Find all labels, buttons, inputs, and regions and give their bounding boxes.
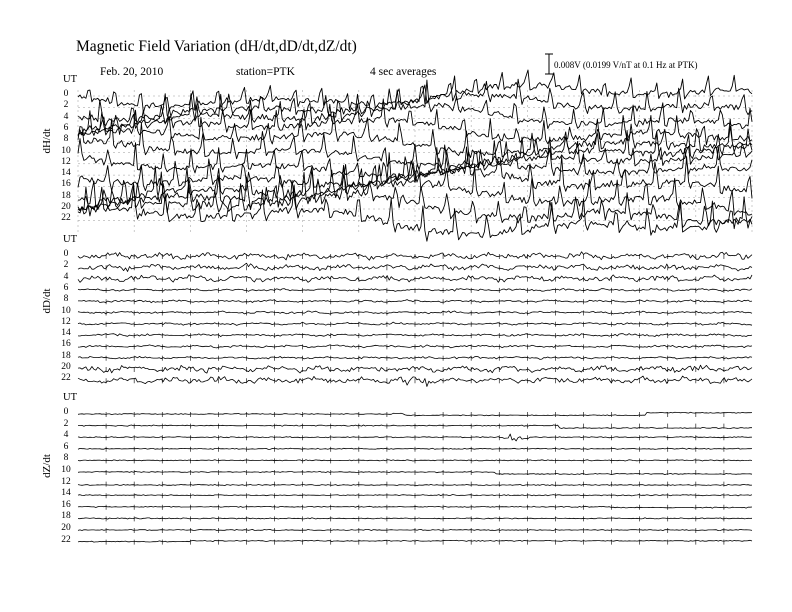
row-label: 10 — [61, 145, 71, 156]
row-label: 22 — [61, 373, 71, 384]
panel-ut-header-2: UT — [63, 234, 77, 245]
panel-ylabel-3: dZ/dt — [41, 454, 53, 478]
row-label: 8 — [63, 453, 69, 464]
row-label: 10 — [61, 465, 71, 475]
row-label: 18 — [61, 350, 71, 361]
row-label: 10 — [61, 305, 71, 316]
row-label: 20 — [61, 362, 71, 372]
station-label: station=PTK — [236, 66, 295, 78]
row-label: 8 — [63, 134, 69, 145]
panel-ylabel-1: dH/dt — [41, 128, 53, 154]
row-label: 4 — [63, 430, 69, 441]
row-label: 16 — [61, 179, 71, 190]
row-label: 6 — [63, 122, 69, 133]
row-label: 8 — [63, 294, 69, 305]
row-label: 14 — [61, 328, 71, 339]
row-label: 14 — [61, 168, 71, 179]
row-label: 0 — [63, 249, 69, 259]
row-label: 12 — [61, 316, 71, 327]
row-label: 16 — [61, 499, 71, 510]
chart-title: Magnetic Field Variation (dH/dt,dD/dt,dZ/dt) — [76, 38, 357, 55]
row-label: 2 — [63, 100, 69, 111]
date-label: Feb. 20, 2010 — [100, 66, 164, 78]
row-label: 22 — [61, 534, 71, 545]
panel-ylabel-2: dD/dt — [41, 288, 53, 314]
row-label: 14 — [61, 488, 71, 499]
row-label: 0 — [63, 89, 69, 99]
row-label: 12 — [61, 156, 71, 167]
row-label: 4 — [63, 271, 69, 282]
row-label: 2 — [63, 260, 69, 271]
trace-dhdt-4 — [78, 80, 752, 136]
row-label: 18 — [61, 511, 71, 522]
row-label: 6 — [63, 441, 69, 452]
row-label: 20 — [61, 523, 71, 533]
averaging-label: 4 sec averages — [370, 66, 437, 78]
row-label: 18 — [61, 190, 71, 201]
row-label: 6 — [63, 282, 69, 293]
panel-ut-header-3: UT — [63, 392, 77, 403]
row-label: 12 — [61, 476, 71, 487]
row-label: 0 — [63, 407, 69, 417]
row-label: 20 — [61, 202, 71, 212]
scale-bar-label: 0.008V (0.0199 V/nT at 0.1 Hz at PTK) — [554, 60, 698, 70]
row-label: 16 — [61, 339, 71, 350]
row-label: 2 — [63, 418, 69, 429]
row-label: 22 — [61, 213, 71, 224]
panel-ut-header-1: UT — [63, 74, 77, 85]
row-label: 4 — [63, 111, 69, 122]
